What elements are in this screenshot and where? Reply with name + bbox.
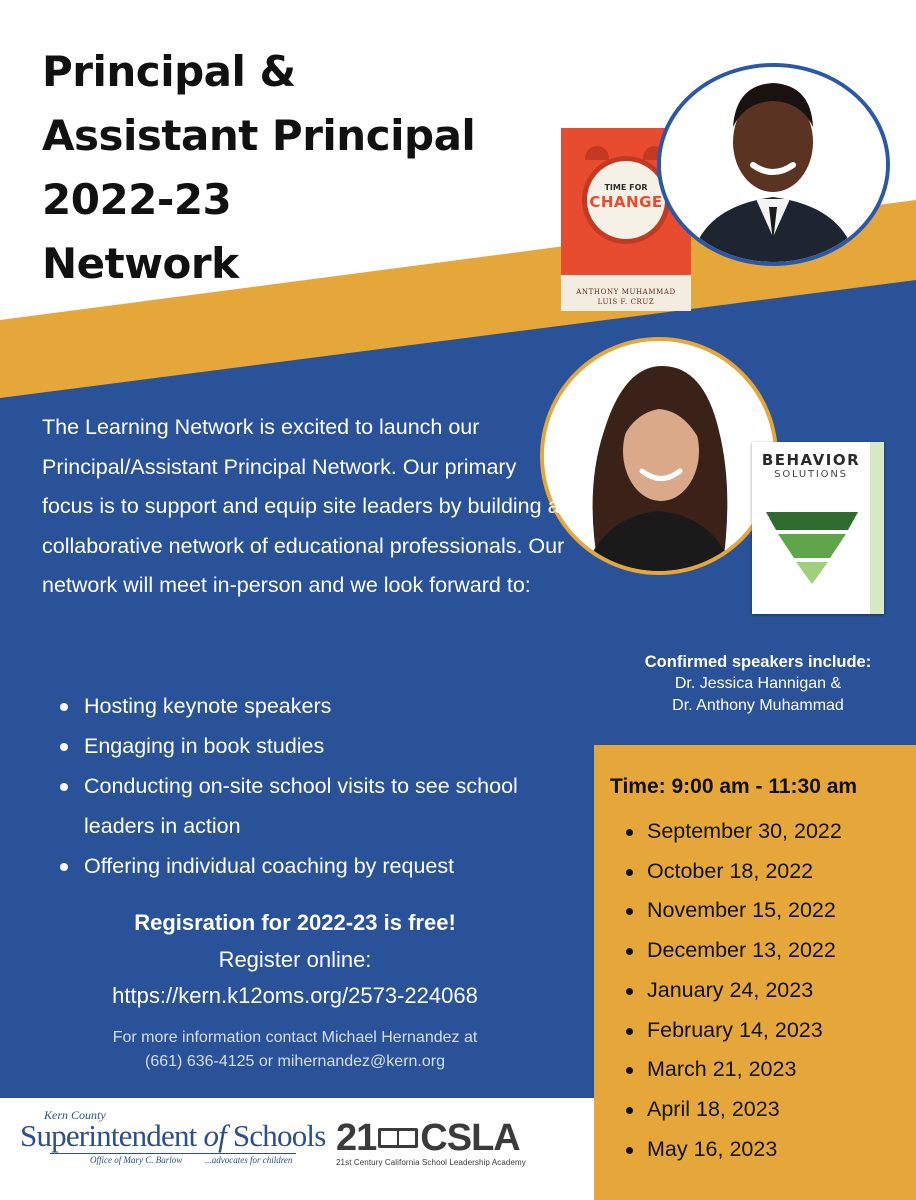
- clock-bell-left: [585, 146, 609, 160]
- focus-list: [58, 686, 558, 886]
- logo-rule: [50, 1153, 296, 1154]
- speaker-photo-anthony-muhammad: [657, 63, 890, 266]
- title-line-2: Assistant Principal: [42, 111, 476, 160]
- list-item: Offering individual coaching by request: [58, 846, 558, 886]
- book-title: BEHAVIOR: [761, 451, 861, 469]
- speaker-name: Dr. Anthony Muhammad: [672, 697, 844, 714]
- registration-headline: Regisration for 2022-23 is free!: [134, 910, 456, 935]
- book-cover-behavior-solutions: [752, 442, 884, 614]
- registration-block: [20, 904, 570, 1014]
- woman-portrait-icon: [544, 341, 774, 571]
- logo-main-b: Schools: [225, 1118, 326, 1153]
- book-spine-tabs: [870, 442, 884, 614]
- speakers-block: [600, 651, 916, 717]
- title-line-3: 2022-23: [42, 175, 232, 224]
- speaker-photo-jessica-hannigan: [540, 337, 778, 575]
- date-item: March 21, 2023: [626, 1050, 842, 1090]
- date-item: February 14, 2023: [626, 1011, 842, 1051]
- title-line-1: Principal &: [42, 47, 296, 96]
- csla-mark: [336, 1118, 556, 1158]
- page-title: [42, 40, 562, 296]
- csla-subtitle: 21st Century California School Leadership Academy: [336, 1158, 526, 1167]
- date-item: October 18, 2022: [626, 852, 842, 892]
- speakers-heading: Confirmed speakers include:: [644, 653, 872, 671]
- csla-number: 21: [336, 1117, 377, 1159]
- contact-line-1: For more information contact Michael Hernandez at: [112, 1029, 478, 1046]
- list-item: Engaging in book studies: [58, 726, 558, 766]
- pyramid-icon: [766, 512, 858, 584]
- logo-county: Kern County: [44, 1108, 106, 1122]
- logo-main-a: Superintendent: [20, 1118, 204, 1153]
- list-item: Conducting on-site school visits to see school leaders in action: [58, 766, 558, 846]
- csla-logo: [336, 1118, 556, 1168]
- speaker-name: Dr. Jessica Hannigan &: [674, 675, 842, 692]
- date-item: December 13, 2022: [626, 931, 842, 971]
- contact-info: [20, 1026, 570, 1074]
- date-item: September 30, 2022: [626, 812, 842, 852]
- title-line-4: Network: [42, 239, 239, 288]
- logo-office: Office of Mary C. Barlow: [90, 1155, 183, 1165]
- book-title-main: CHANGE: [589, 193, 663, 211]
- date-item: April 18, 2023: [626, 1090, 842, 1130]
- open-book-icon: [378, 1128, 418, 1148]
- logo-main-of: of: [203, 1118, 226, 1153]
- list-item: Hosting keynote speakers: [58, 686, 558, 726]
- meeting-dates-list: [626, 812, 842, 1169]
- registration-instruction: Register online:: [218, 947, 372, 972]
- book-title-top: TIME FOR: [604, 183, 648, 192]
- registration-link[interactable]: https://kern.k12oms.org/2573-224068: [112, 983, 478, 1008]
- man-portrait-icon: [661, 67, 886, 262]
- date-item: November 15, 2022: [626, 891, 842, 931]
- csla-letters: CSLA: [420, 1117, 520, 1159]
- logo-tagline: ...advocates for children: [205, 1155, 293, 1165]
- date-item: May 16, 2023: [626, 1130, 842, 1170]
- meeting-time: Time: 9:00 am - 11:30 am: [610, 775, 858, 798]
- book-subtitle: SOLUTIONS: [774, 469, 848, 480]
- book-authors: ANTHONY MUHAMMAD LUIS F. CRUZ: [576, 288, 676, 306]
- contact-line-2[interactable]: (661) 636-4125 or mihernandez@kern.org: [145, 1053, 445, 1070]
- logo-main: [20, 1118, 325, 1154]
- date-item: January 24, 2023: [626, 971, 842, 1011]
- intro-paragraph: The Learning Network is excited to launch our Principal/Assistant Principal Network. Our primary focus is to support and equip site leaders by building a collaborative network of educational professionals. Our network will meet in-person and we look forward to:: [42, 415, 565, 597]
